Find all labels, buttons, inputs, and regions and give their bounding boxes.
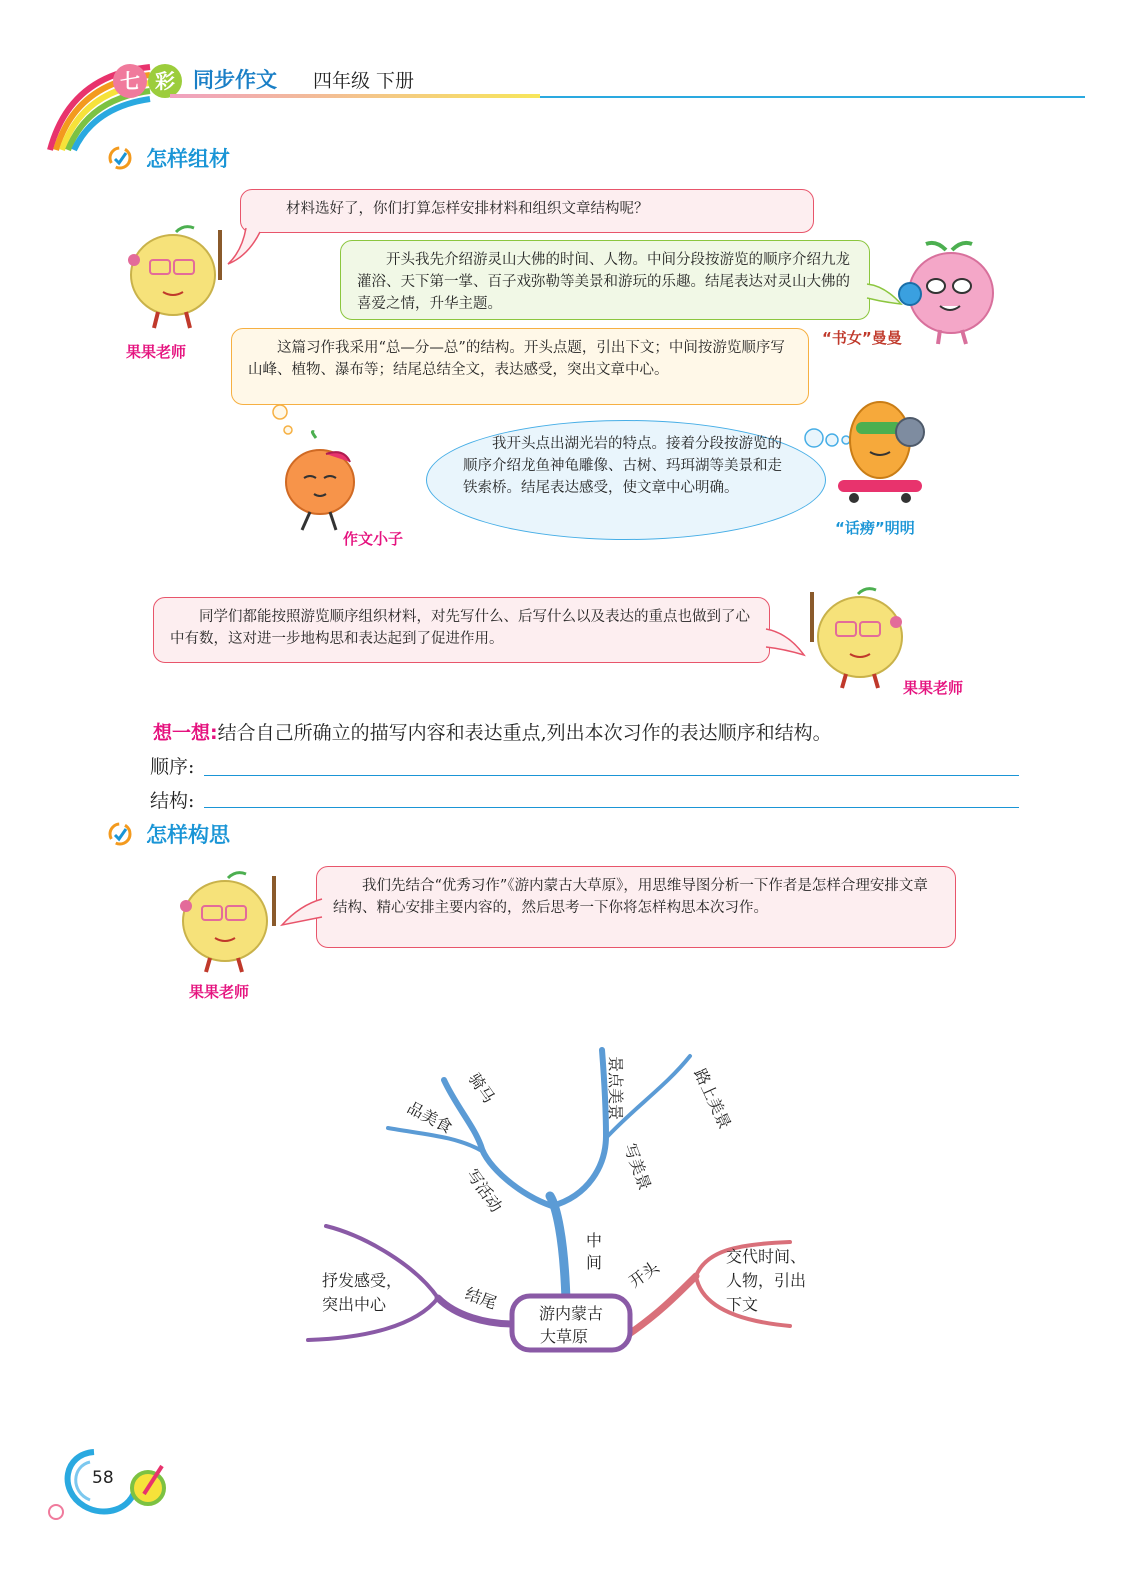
teacher-name-3: 果果老师 <box>189 983 250 1001</box>
shunv-answer-bubble: 开头我先介绍游灵山大佛的时间、人物。中间分段按游览的顺序介绍九龙灌浴、天下第一掌、百子戏弥勒等美景和游玩的乐趣。结尾表达对灵山大佛的喜爱之情，升华主题。 <box>340 240 870 320</box>
beginning-detail-1: 交代时间、 <box>726 1247 807 1266</box>
section-title-conceive: 怎样构思 <box>146 823 230 847</box>
ending-label: 结尾 <box>462 1283 500 1313</box>
think-row <box>153 718 832 745</box>
order-answer-line[interactable] <box>204 775 1019 776</box>
middle-char-1: 中 <box>586 1231 603 1250</box>
teacher-apple-icon <box>170 866 290 978</box>
beginning-label: 开头 <box>625 1257 663 1292</box>
beginning-detail-3: 下文 <box>726 1295 759 1314</box>
mingming-mango-icon <box>830 392 940 510</box>
badge-cai: 彩 <box>148 64 182 98</box>
mingming-answer-bubble: 我开头点出湖光岩的特点。接着分段按游览的顺序介绍龙鱼神龟雕像、古树、玛珥湖等美景和走铁索桥。结尾表达感受，使文章中心明确。 <box>426 420 826 540</box>
structure-label: 结构: <box>150 790 195 812</box>
section-title-organize: 怎样组材 <box>146 147 230 171</box>
branch-middle <box>550 1196 566 1301</box>
zuowen-name: 作文小子 <box>343 530 404 548</box>
page-number: 58 <box>92 1468 114 1488</box>
section-bullet-icon <box>108 146 132 170</box>
ride-label: 骑马 <box>464 1069 499 1107</box>
think-label: 想一想: <box>153 722 218 744</box>
zuowen-answer-bubble: 这篇习作我采用“总—分—总”的结构。开头点题，引出下文；中间按游览顺序写山峰、植物、瀑布等；结尾总结全文，表达感受，突出文章中心。 <box>231 328 809 405</box>
ending-detail-1: 抒发感受， <box>322 1271 403 1290</box>
teacher-name-1: 果果老师 <box>126 343 187 361</box>
zuowen-orange-icon <box>270 430 370 538</box>
spots-label: 景点美景 <box>606 1056 625 1121</box>
ending-detail-2: 突出中心 <box>322 1295 387 1314</box>
grade-label: 四年级 下册 <box>313 70 415 92</box>
bubble-tail-icon <box>226 226 266 266</box>
order-label: 顺序: <box>150 756 195 778</box>
scenery-label: 写美景 <box>620 1140 655 1193</box>
bubble-tail-icon <box>280 895 324 929</box>
road-label: 路上美景 <box>690 1065 735 1132</box>
food-label: 品美食 <box>404 1097 456 1138</box>
header-divider-blue <box>540 96 1085 98</box>
mind-map <box>306 1046 807 1358</box>
activities-label: 写活动 <box>462 1165 506 1216</box>
shunv-name: “书女”曼曼 <box>822 329 902 347</box>
header-divider-color <box>170 94 540 98</box>
series-title: 同步作文 <box>193 68 277 92</box>
mingming-name: “话痨”明明 <box>835 519 915 537</box>
teacher-summary-bubble: 同学们都能按照游览顺序组织材料，对先写什么、后写什么以及表达的重点也做到了心中有数，这对进一步地构思和表达起到了促进作用。 <box>153 597 770 663</box>
teacher-apple-icon <box>118 220 238 335</box>
middle-char-2: 间 <box>586 1253 603 1272</box>
teacher-intro-bubble: 我们先结合“优秀习作”《游内蒙古大草原》，用思维导图分析一下作者是怎样合理安排文章结构、精心安排主要内容的，然后思考一下你将怎样构思本次习作。 <box>316 866 956 948</box>
shunv-peach-icon <box>896 238 1008 348</box>
center-text-1: 游内蒙古 <box>538 1304 604 1323</box>
badge-qi: 七 <box>113 64 147 98</box>
section-bullet-icon <box>108 822 132 846</box>
think-text: 结合自己所确立的描写内容和表达重点,列出本次习作的表达顺序和结构。 <box>217 722 832 744</box>
structure-answer-line[interactable] <box>204 807 1019 808</box>
teacher-question-bubble: 材料选好了，你们打算怎样安排材料和组织文章结构呢？ <box>240 189 814 233</box>
teacher-apple-icon <box>798 582 916 692</box>
center-text-2: 大草原 <box>539 1327 589 1346</box>
teacher-name-2: 果果老师 <box>903 679 964 697</box>
branch-food <box>388 1128 482 1151</box>
beginning-detail-2: 人物，引出 <box>726 1271 807 1290</box>
branch-scenery <box>552 1050 606 1206</box>
